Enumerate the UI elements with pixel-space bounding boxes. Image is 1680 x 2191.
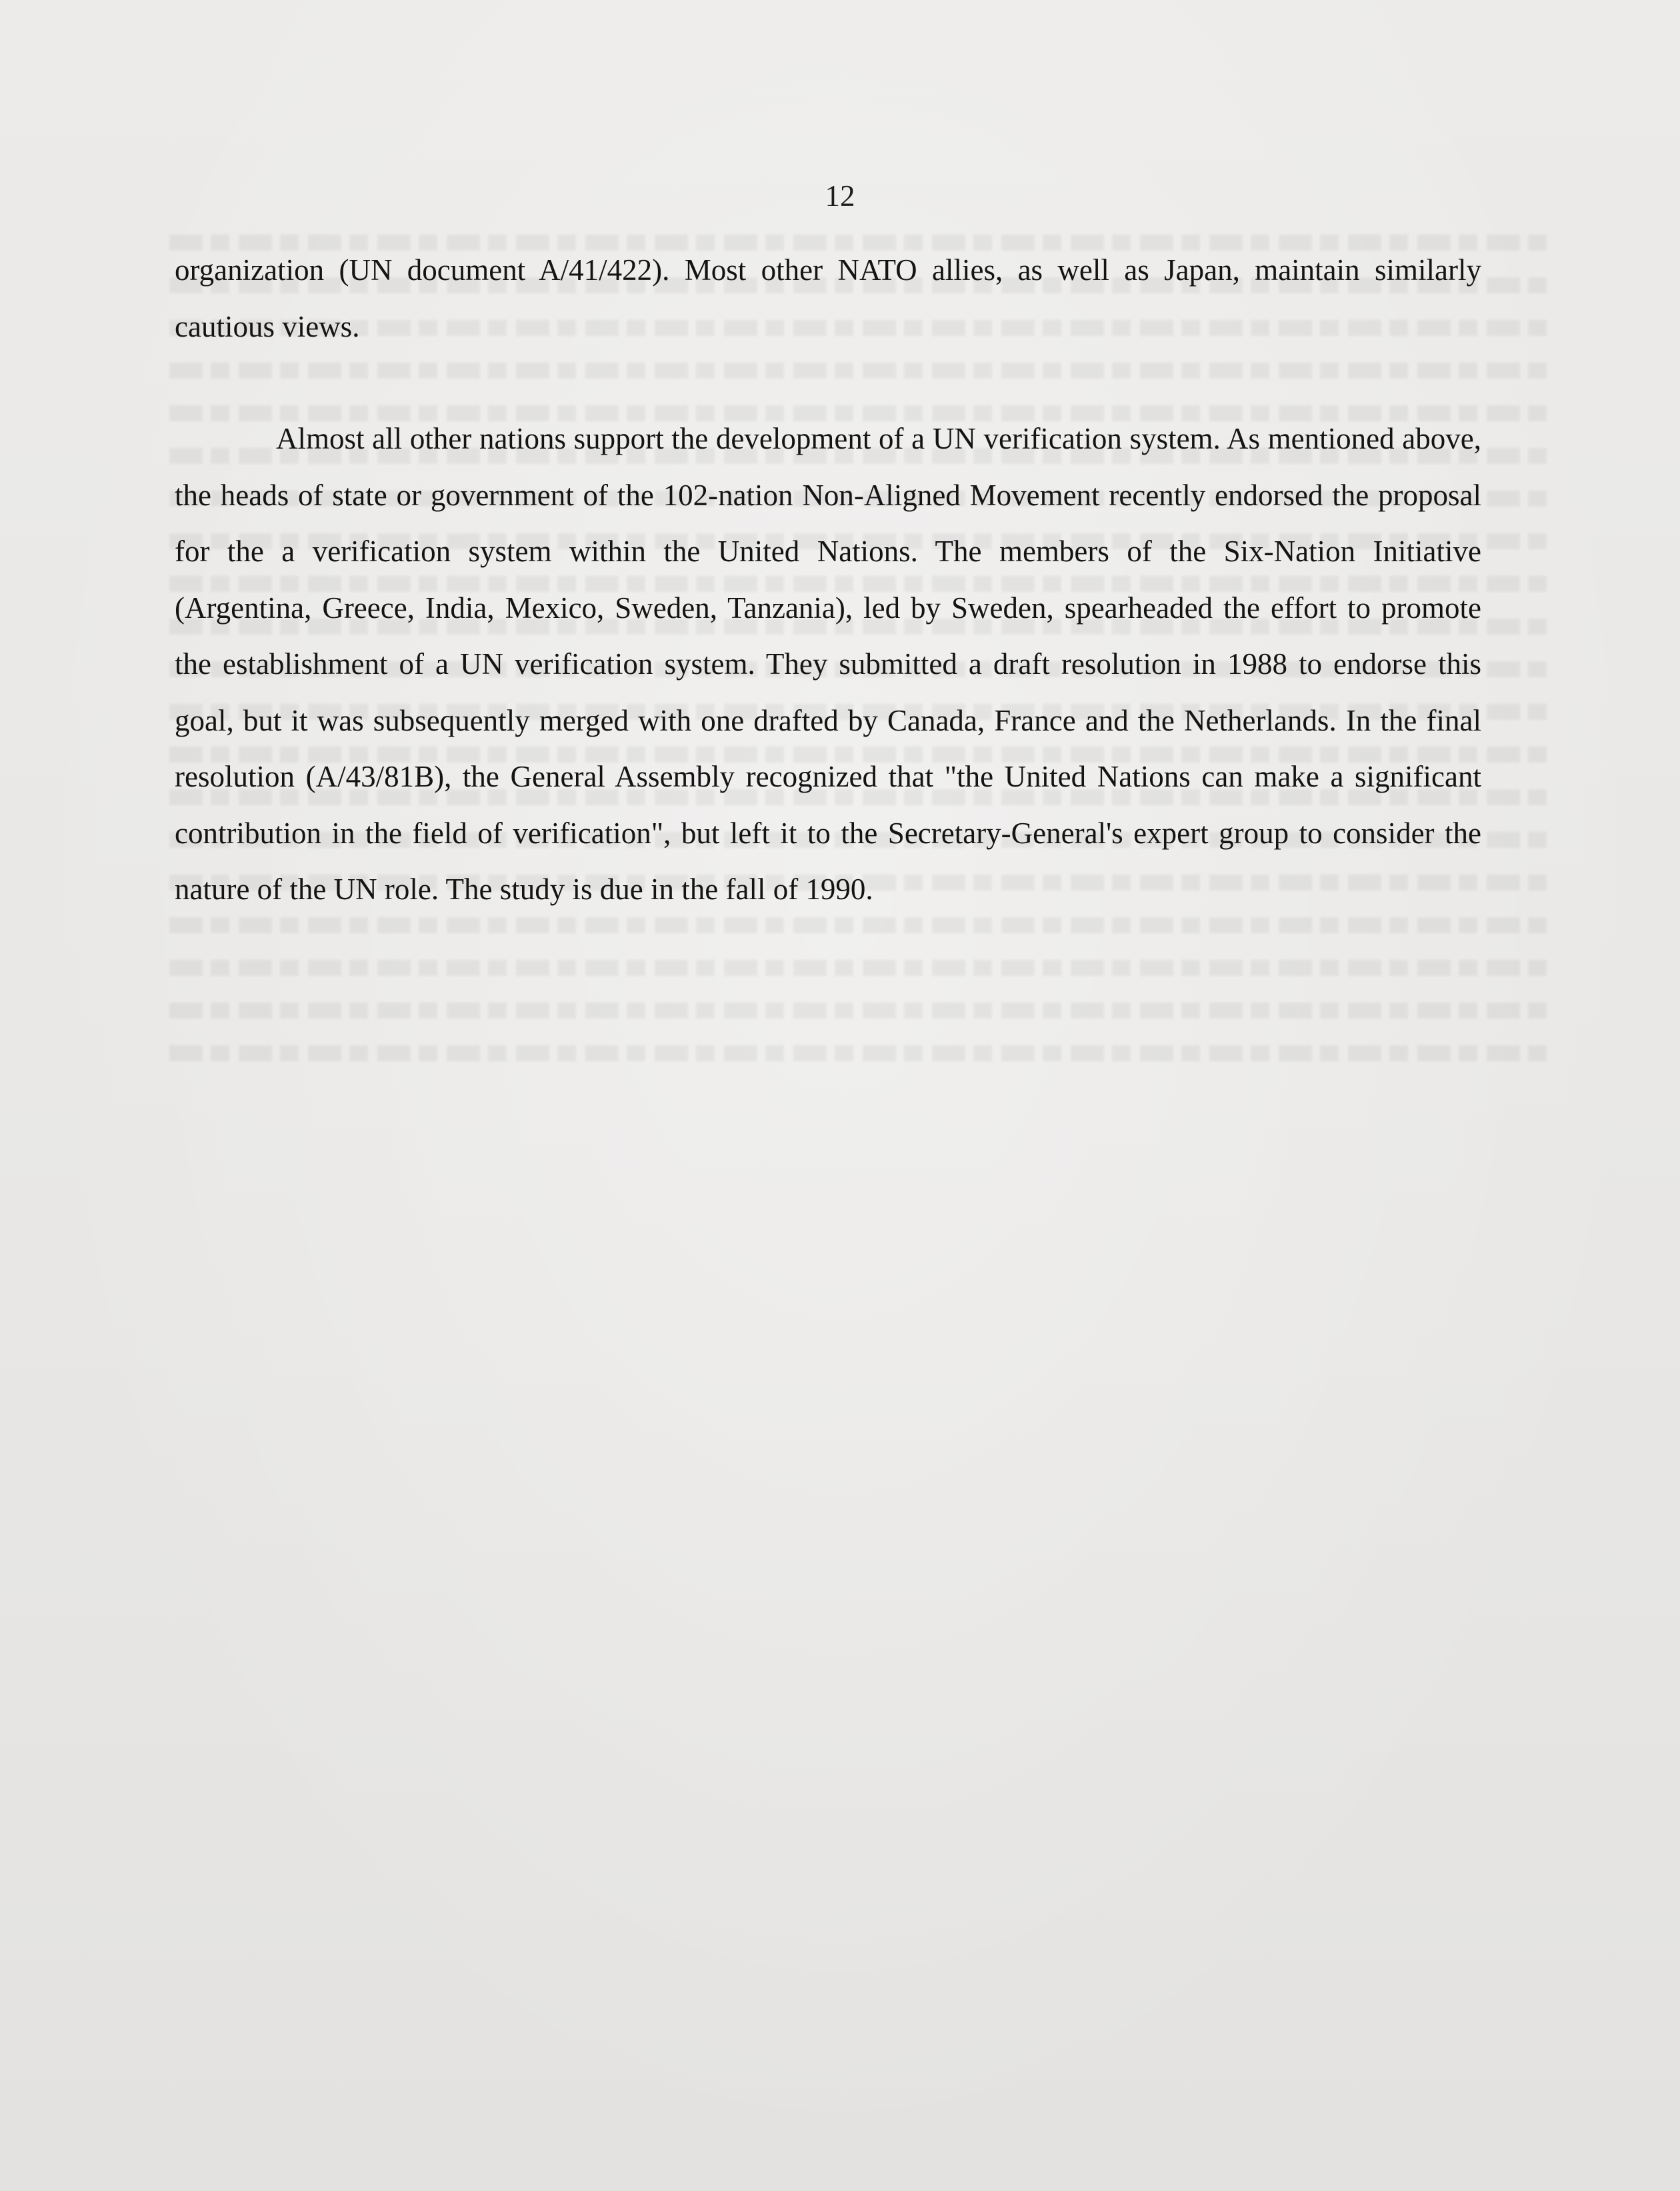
body-text: [175, 242, 1481, 918]
paragraph-un-verification-support: Almost all other nations support the development of a UN verification system. As mentioned above, the heads of state or government of the 102-nation Non-Aligned Movement recently endorsed the proposal for the a verification system within the United Nations. The members of the Six-Nation Initiative (Argentina, Greece, India, Mexico, Sweden, Tanzania), led by Sweden, spearheaded the effort to promote the establishment of a UN verification system. They submitted a draft resolution in 1988 to endorse this goal, but it was subsequently merged with one drafted by Canada, France and the Netherlands. In the final resolution (A/43/81B), the General Assembly recognized that "the United Nations can make a significant contribution in the field of verification", but left it to the Secretary-General's expert group to consider the nature of the UN role. The study is due in the fall of 1990.: [175, 422, 1481, 906]
paragraph-nato-allies: organization (UN document A/41/422). Most other NATO allies, as well as Japan, maintain similarly cautious views.: [175, 253, 1481, 343]
page-number: 12: [825, 179, 855, 213]
